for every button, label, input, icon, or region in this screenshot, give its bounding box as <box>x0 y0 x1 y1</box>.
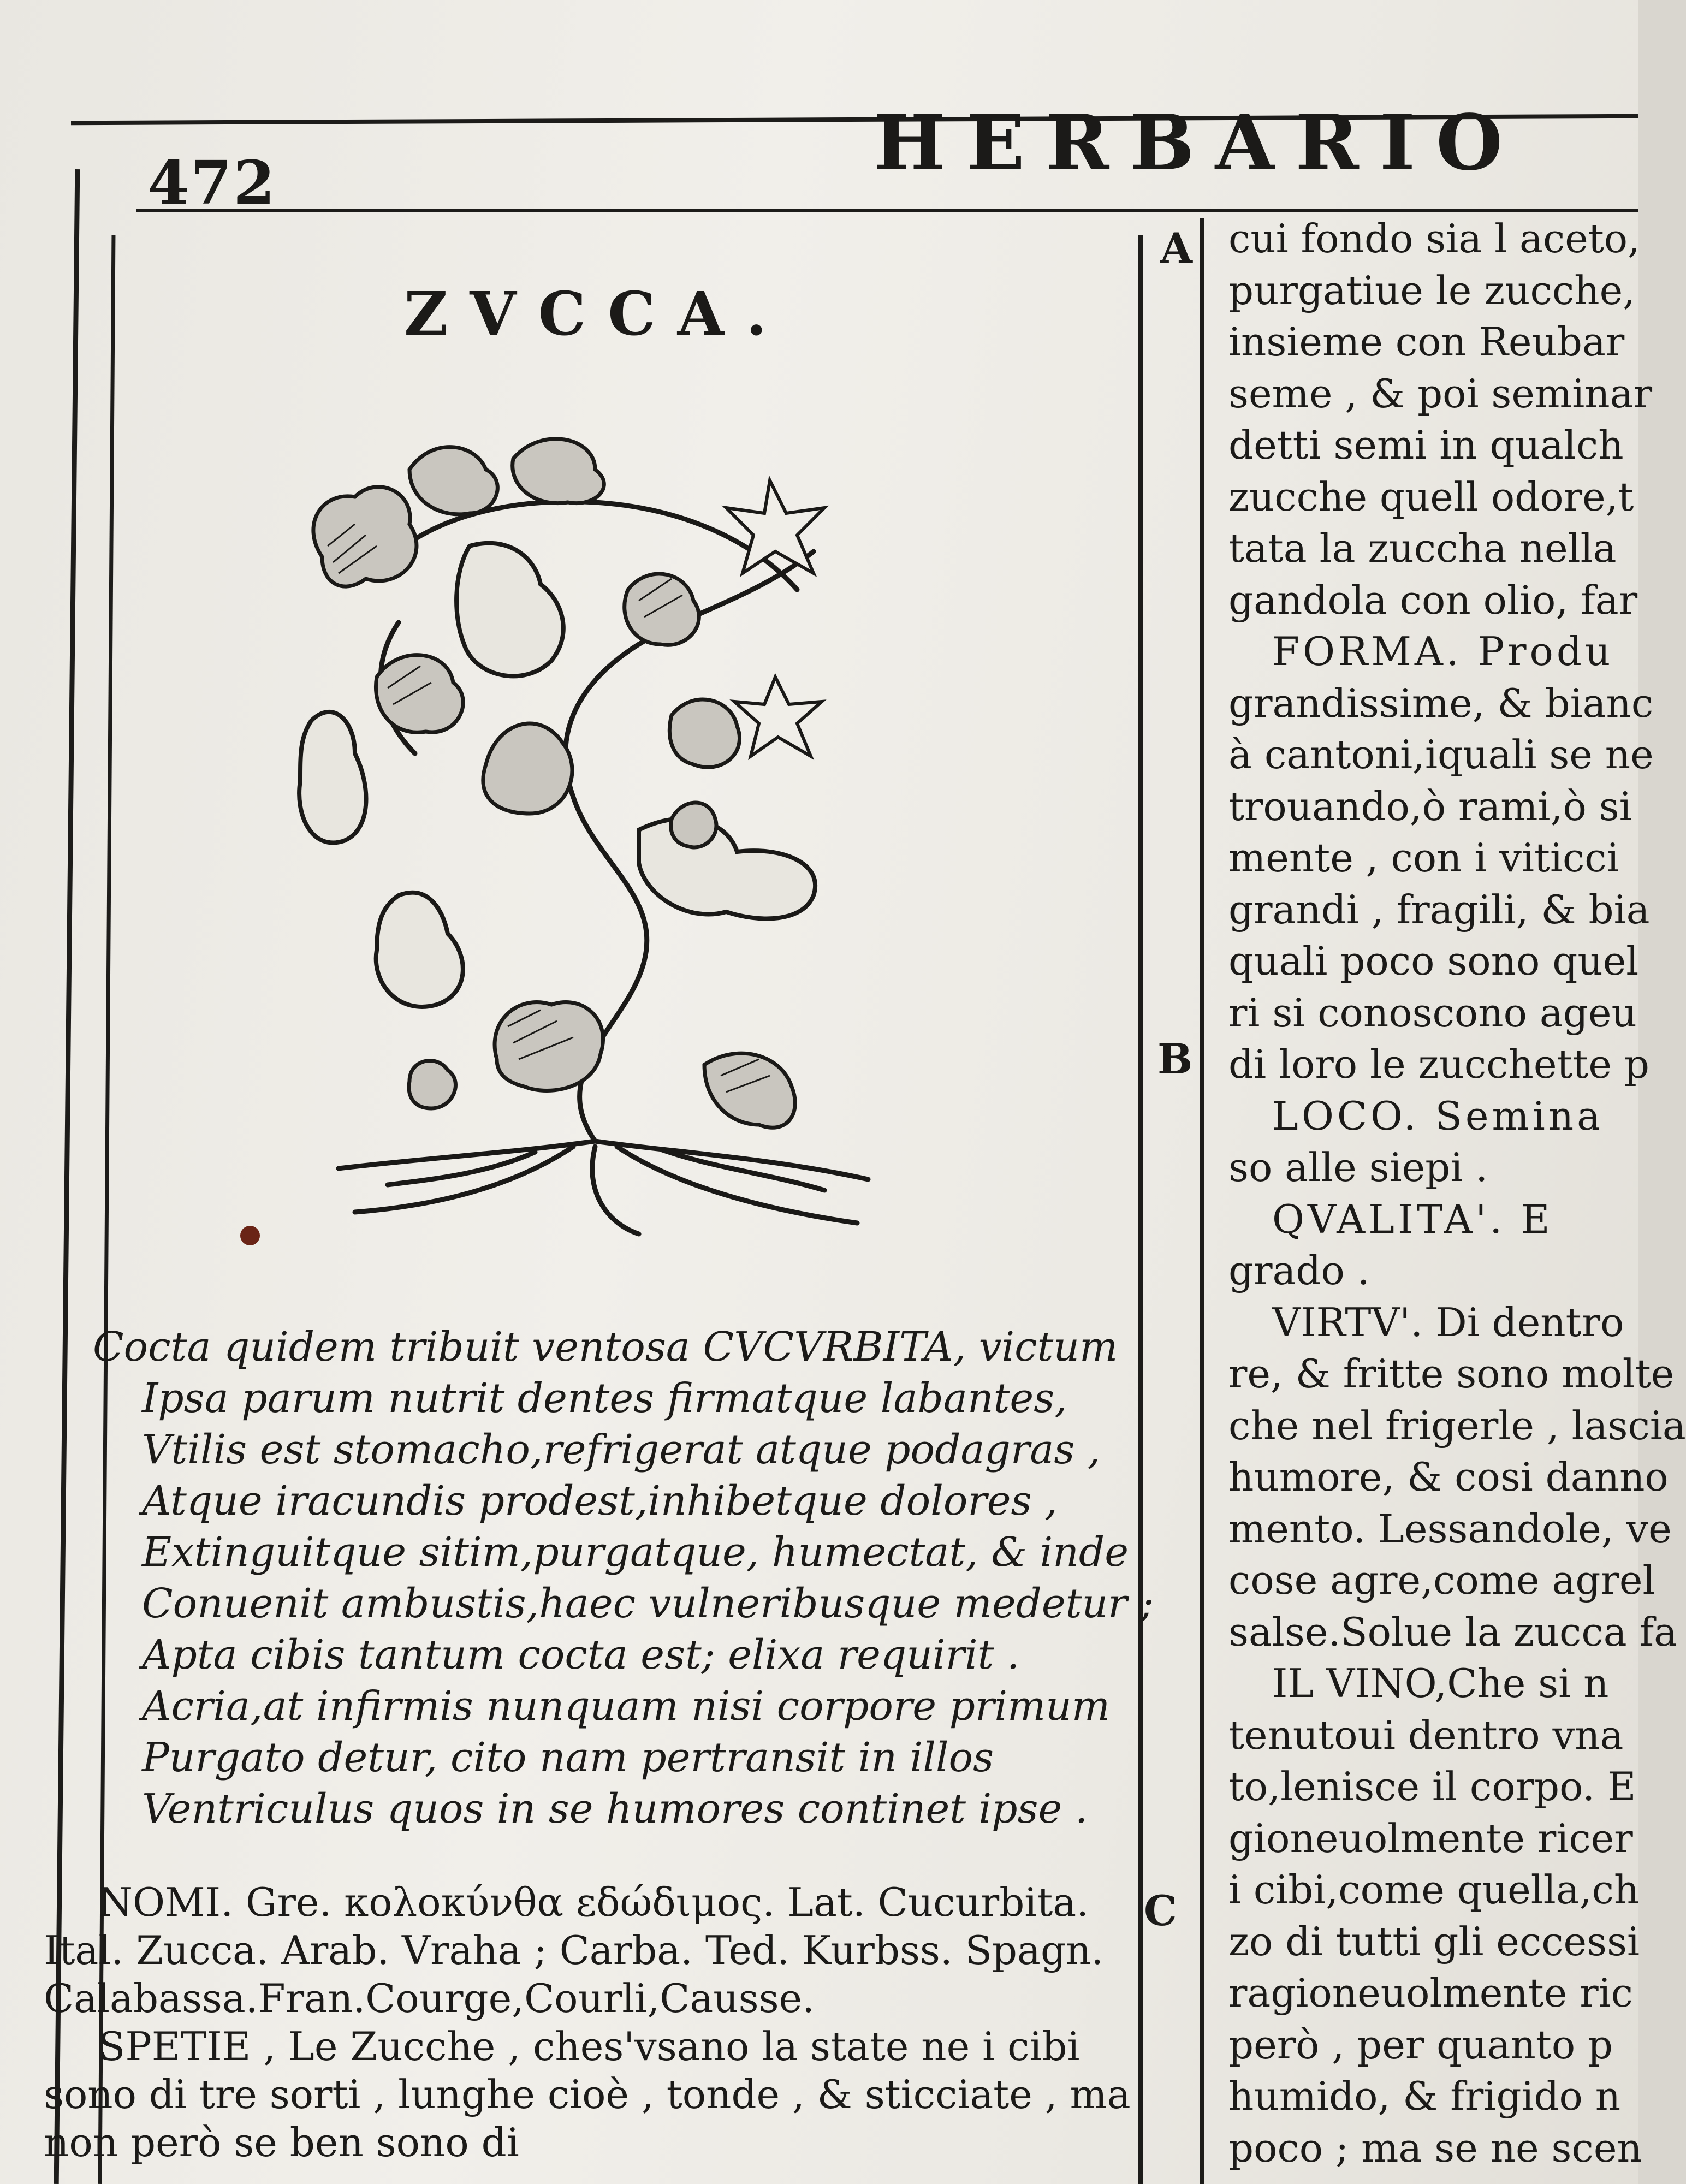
running-title: HERBARIO <box>874 98 1524 188</box>
column-divider-right <box>1200 218 1204 2184</box>
leaf <box>704 1053 795 1127</box>
gourd-fruit-middle <box>376 893 463 1007</box>
right-line: LOCO. Semina <box>1272 1093 1604 1139</box>
right-line: IL VINO,Che si n <box>1272 1660 1609 1706</box>
margin-letter-a: A <box>1160 224 1192 272</box>
prose-line: sono di tre sorti , lunghe cioè , tonde , & sticciate , ma <box>44 2072 1131 2117</box>
verse-line: Atque iracundis prodest,inhibetque dolores , <box>142 1477 1058 1524</box>
right-line: grandissime, & bianc <box>1228 680 1654 726</box>
gourd-fruit-top <box>456 543 563 676</box>
verse-line: Acria,at infirmis nunquam nisi corpore primum <box>142 1683 1111 1730</box>
verse-line: Vtilis est stomacho,refrigerat atque podagras , <box>142 1426 1101 1473</box>
right-line: seme , & poi seminar <box>1228 370 1653 417</box>
gourd-plant-woodcut-illustration <box>289 415 912 1256</box>
right-line: cose agre,come agrel <box>1228 1557 1655 1603</box>
right-line: à cantoni,iquali se ne <box>1228 732 1654 778</box>
right-line: poco ; ma se ne scen <box>1228 2124 1642 2171</box>
right-line: gandola con olio, far <box>1228 577 1638 623</box>
verse-line: Ventriculus quos in se humores continet ipse . <box>142 1785 1088 1832</box>
leaf <box>513 439 604 503</box>
flower <box>734 677 822 756</box>
right-line: ragioneuolmente ric <box>1228 1970 1633 2016</box>
leaf <box>483 723 572 814</box>
right-line: però , per quanto p <box>1228 2021 1613 2068</box>
margin-letter-c: C <box>1144 1886 1177 1935</box>
leaf <box>669 699 739 767</box>
right-line: cui fondo sia l aceto, <box>1228 216 1641 262</box>
prose-line: NOMI. Gre. κολοκύνθα εδώδιμος. Lat. Cucurbita. <box>98 1879 1089 1925</box>
verse-line: Conuenit ambustis,haec vulneribusque medetur ; <box>142 1580 1154 1627</box>
right-line: salse.Solue la zucca fa <box>1228 1609 1678 1655</box>
right-column-text <box>1228 213 1686 2174</box>
ink-stain <box>240 1226 260 1245</box>
roots <box>339 1141 868 1234</box>
right-line: re, & fritte sono molte <box>1228 1351 1675 1397</box>
column-divider-left <box>1138 235 1143 2184</box>
right-line: to,lenisce il corpo. E <box>1228 1764 1636 1809</box>
right-line: grandi , fragili, & bia <box>1228 886 1650 933</box>
right-line: i cibi,come quella,ch <box>1228 1867 1640 1913</box>
right-line: gioneuolmente ricer <box>1228 1815 1633 1861</box>
verse-line: Extinguitque sitim,purgatque, humectat, & inde <box>142 1529 1129 1576</box>
verse-line: Ipsa parum nutrit dentes firmatque labantes, <box>142 1375 1067 1422</box>
page-number: 472 <box>147 147 276 218</box>
right-line: che nel frigerle , lascia <box>1228 1402 1686 1449</box>
right-line: humido, & frigido n <box>1228 2073 1621 2119</box>
right-line: FORMA. Produ <box>1272 628 1614 674</box>
right-line: so alle siepi . <box>1228 1144 1488 1190</box>
right-line: purgatiue le zucche, <box>1228 267 1636 313</box>
entry-title: ZVCCA. <box>404 278 789 349</box>
header-underline <box>136 209 1638 212</box>
right-line: mento. Lessandole, ve <box>1228 1505 1672 1552</box>
leaf <box>409 1061 455 1108</box>
verse-line: Cocta quidem tribuit ventosa CVCVRBITA, victum <box>93 1324 1118 1370</box>
right-line: QVALITA'. E <box>1272 1196 1553 1242</box>
prose-line: non però se ben sono di <box>44 2120 519 2165</box>
verse-line: Apta cibis tantum cocta est; elixa requirit . <box>142 1631 1020 1678</box>
right-line: humore, & cosi danno <box>1228 1454 1669 1500</box>
right-line: tata la zuccha nella <box>1228 525 1617 571</box>
leaf <box>409 447 497 514</box>
right-line: mente , con i viticci <box>1228 835 1619 881</box>
right-line: quali poco sono quel <box>1228 938 1639 984</box>
verse-line: Purgato detur, cito nam pertransit in illos <box>142 1734 994 1781</box>
prose-line: SPETIE , Le Zucche , ches'vsano la state ne i cibi <box>98 2023 1080 2069</box>
right-line: VIRTV'. Di dentro <box>1272 1299 1624 1345</box>
right-line: insieme con Reubar <box>1228 319 1625 365</box>
right-line: trouando,ò rami,ò si <box>1228 783 1632 829</box>
gourd-fruit-right <box>639 818 815 918</box>
right-line: detti semi in qualch <box>1228 422 1624 468</box>
prose-line: Calabassa.Fran.Courge,Courli,Causse. <box>44 1975 815 2021</box>
margin-letter-b: B <box>1157 1035 1193 1083</box>
flower <box>726 480 824 573</box>
prose-line: Ital. Zucca. Arab. Vraha ; Carba. Ted. Kurbss. Spagn. <box>44 1927 1104 1973</box>
right-line: zo di tutti gli eccessi <box>1228 1918 1640 1965</box>
right-line: tenutoui dentro vna <box>1228 1712 1624 1758</box>
right-line: ri si conoscono ageu <box>1228 989 1637 1036</box>
left-column-prose <box>44 1878 1131 2167</box>
leaf <box>671 803 716 847</box>
right-line: di loro le zucchette p <box>1228 1041 1649 1087</box>
gourd-fruit-left <box>299 712 366 843</box>
latin-verse <box>93 1321 1154 1835</box>
right-line: grado . <box>1228 1248 1370 1293</box>
right-line: zucche quell odore,t <box>1228 473 1634 520</box>
